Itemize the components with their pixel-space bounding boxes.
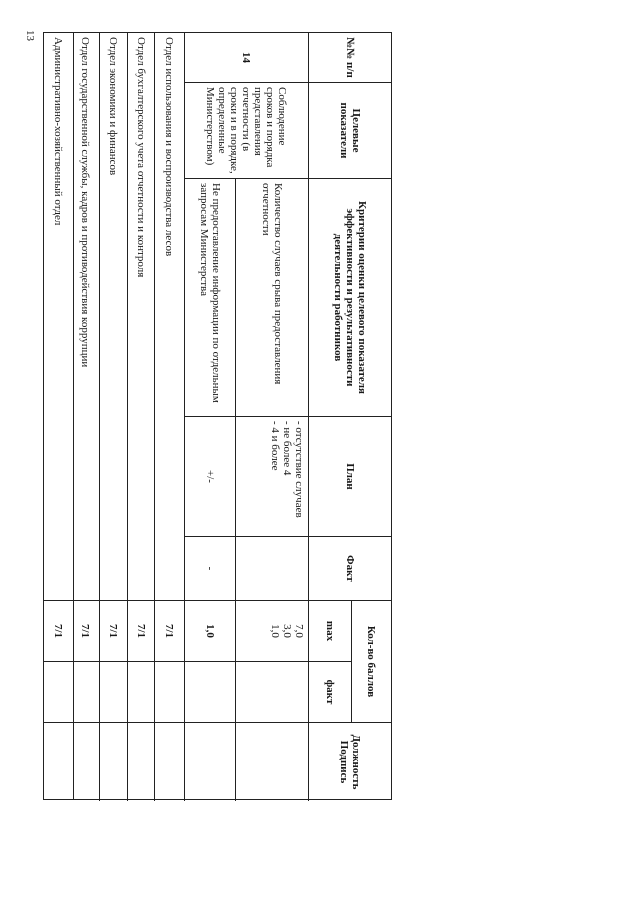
header-criteria: Критерии оценки целевого показателя эффективности и результативности деятельности работников [308,179,391,417]
header-points-max: max [308,601,351,662]
department-max: 7/1 [72,601,99,662]
row14-target: Соблюдение сроков и порядка представления отчетности (в сроки и в порядке, определенные Министерством) [184,83,308,179]
header-plan: План [308,417,391,537]
row14-sub1-fact [235,537,308,601]
header-points: Кол-во баллов [351,601,391,723]
header-fact: Факт [308,537,391,601]
row14-sub2-position [184,723,235,801]
row14-sub2-points-fact [184,662,235,723]
department-points-fact [44,662,73,723]
row14-sub1-criteria: Количество случаев срыва предоставления отчетности [235,179,308,417]
department-points-fact [72,662,99,723]
header-num: №№ п/п [308,33,391,83]
row14-sub2-fact: - [184,537,235,601]
department-name: Административно-хозяйственный отдел [44,33,73,601]
row14-sub2-plan: +/- [184,417,235,537]
department-points-fact [99,662,127,723]
last-department-row [43,32,73,800]
header-points-fact: факт [308,662,351,723]
row14-sub1-max: 7,0 3,0 1,0 [235,601,308,662]
department-name: Отдел бухгалтерского учета отчетности и контроля [127,33,154,601]
department-position [72,723,99,801]
indicators-table [73,32,392,800]
department-name: Отдел использования и воспроизводства лесов [154,33,184,601]
department-position [127,723,154,801]
department-name: Отдел экономики и финансов [99,33,127,601]
department-name: Отдел государственной службы, кадров и противодействия коррупции [72,33,99,601]
header-position: Должность Подпись [308,723,391,801]
header-target: Целевые показатели [308,83,391,179]
department-max: 7/1 [154,601,184,662]
row14-sub1-plan: - отсутствие случаев - не более 4 - 4 и более [235,417,308,537]
row14-num: 14 [184,33,308,83]
department-max: 7/1 [127,601,154,662]
row14-sub2-max: 1,0 [184,601,235,662]
rotated-table-container [52,32,392,800]
row14-sub2-criteria: Не предоставление информации по отдельным запросам Министерства [184,179,235,417]
department-max: 7/1 [44,601,73,662]
department-max: 7/1 [99,601,127,662]
department-points-fact [127,662,154,723]
department-position [44,723,73,799]
page-number: 13 [24,30,36,41]
row14-sub1-position [235,723,308,801]
row14-sub1-points-fact [235,662,308,723]
department-position [154,723,184,801]
department-position [99,723,127,801]
department-points-fact [154,662,184,723]
